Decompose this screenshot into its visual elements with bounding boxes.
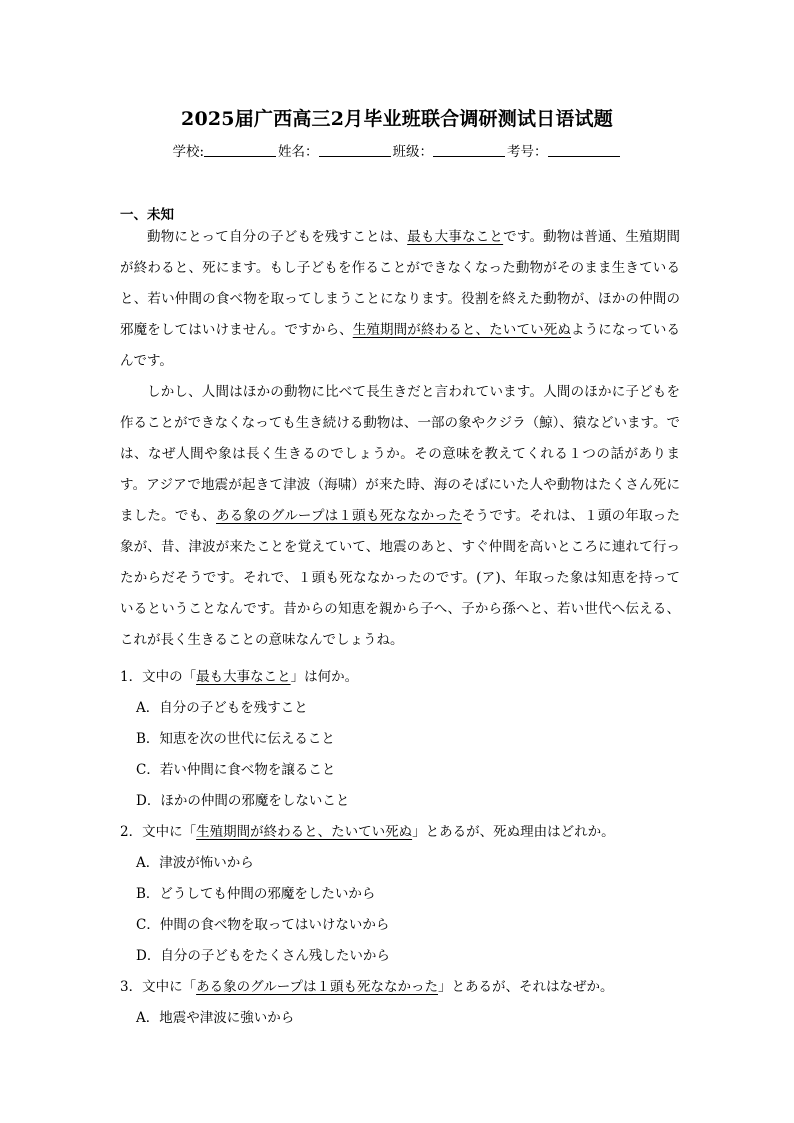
passage-paragraph-1	[120, 222, 680, 377]
p1-underlined-1: 最も大事なこと	[407, 229, 504, 245]
question-2-suffix: 」とあるが、死ぬ理由はどれか。	[412, 824, 615, 840]
question-3-quote: ある象のグループは１頭も死ななかった	[196, 979, 439, 995]
p1-text-3: ようになっているんです。	[120, 322, 681, 369]
student-info-line	[0, 140, 794, 160]
question-2	[120, 820, 615, 840]
class-label: 班级：	[392, 144, 434, 160]
question-2-option-d[interactable]: D．自分の子どもをたくさん残したいから	[136, 948, 390, 964]
question-3-suffix: 」とあるが、それはなぜか。	[438, 979, 614, 995]
question-1-option-b[interactable]: B．知恵を次の世代に伝えること	[136, 731, 335, 747]
question-1-prefix: 1．文中の「	[120, 669, 197, 685]
question-2-option-a[interactable]: A．津波が怖いから	[136, 855, 254, 871]
question-2-option-b[interactable]: B．どうしても仲間の邪魔をしたいから	[136, 886, 376, 902]
question-3	[120, 975, 614, 995]
p2-text-1: しかし、人間はほかの動物に比べて長生きだと言われています。人間のほかに子どもを作ることができなくなっても生き続ける動物は、一部の象やクジラ（鯨）、猿などいます。では、なぜ人間や象は長く生きるのでしょうか。その意味を教えてくれる１つの話があります。アジアで地震が起きて津波（海啸）が来た時、海のそばにいた人や動物はたくさん死にました。でも、	[120, 384, 680, 524]
question-3-option-a[interactable]: A．地震や津波に強いから	[136, 1010, 295, 1026]
question-1-option-d[interactable]: D．ほかの仲間の邪魔をしないこと	[136, 793, 350, 809]
question-1	[120, 665, 358, 685]
exam-number-blank[interactable]	[548, 143, 620, 157]
class-blank[interactable]	[433, 143, 505, 157]
school-blank[interactable]	[204, 143, 276, 157]
question-1-option-c[interactable]: C．若い仲間に食べ物を譲ること	[136, 762, 336, 778]
question-1-quote: 最も大事なこと	[196, 669, 291, 685]
section-heading: 一、未知	[120, 207, 174, 223]
p1-text-2: です。動物は普通、生殖期間が終わると、死にます。もし子どもを作ることができなくなった動物がそのまま生きていると、若い仲間の食べ物を取ってしまうことになります。役割を終えた動物が、ほかの仲間の邪魔をしてはいけません。ですから、	[120, 229, 681, 338]
question-2-option-c[interactable]: C．仲間の食べ物を取ってはいけないから	[136, 917, 390, 933]
school-label: 学校:	[172, 144, 205, 160]
exam-title: 2025届广西高三2月毕业班联合调研测试日语试题	[181, 108, 613, 130]
question-2-quote: 生殖期間が終わると、たいてい死ぬ	[196, 824, 413, 840]
p1-text-1: 動物にとって自分の子どもを残すことは、	[147, 229, 408, 245]
p2-text-2: そうです。それは、１頭の年取った象が、昔、津波が来たことを覚えていて、地震のあと、すぐ仲間を高いところに連れて行ったからだそうです。それで、１頭も死ななかったのです。(ア)、年取った象は知恵を持っているということなんです。昔からの知恵を親から子へ、子から孫へと、若い世代へ伝える、これが長く生きることの意味なんでしょうね。	[120, 508, 681, 648]
passage-paragraph-2	[120, 377, 680, 656]
p2-underlined-1: ある象のグループは１頭も死ななかった	[216, 508, 462, 524]
name-label: 姓名：	[278, 144, 319, 160]
p1-underlined-2: 生殖期間が終わると、たいてい死ぬ	[352, 322, 572, 338]
question-2-prefix: 2．文中に「	[120, 824, 197, 840]
question-1-option-a[interactable]: A．自分の子どもを残すこと	[136, 700, 308, 716]
question-3-prefix: 3．文中に「	[120, 979, 197, 995]
name-blank[interactable]	[319, 143, 391, 157]
question-1-suffix: 」は何か。	[290, 669, 359, 685]
exam-number-label: 考号：	[507, 144, 548, 160]
